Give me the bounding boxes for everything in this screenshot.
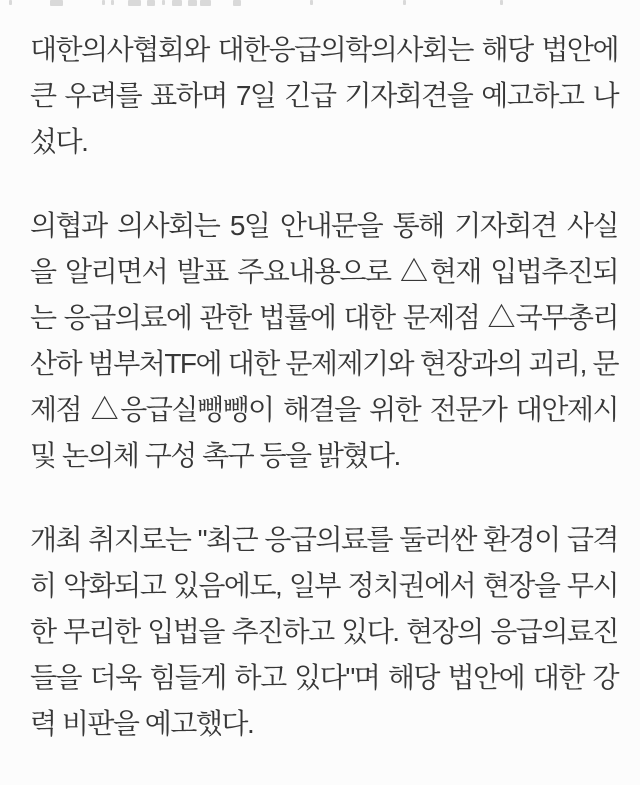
article-paragraph-2: 의협과 의사회는 5일 안내문을 통해 기자회견 사실을 알리면서 발표 주요내용으로 △현재 입법추진되는 응급의료에 관한 법률에 대한 문제점 △국무총리산하 범부처TF에 대한 문제제기와 현장과의 괴리, 문제점 △응급실뺑뺑이 해결을 위한 전문가 대안제시 및 논의체 구성 촉구 등을 밝혔다. [30,210,618,471]
article-text-block [30,0,618,785]
glyph-fragment [9,0,12,5]
article-paragraph-3: 개최 취지로는 "최근 응급의료를 둘러싼 환경이 급격히 악화되고 있음에도, 일부 정치권에서 현장을 무시한 무리한 입법을 추진하고 있다. 현장의 응급의료진들을 더욱 힘들게 하고 있다"며 해당 법안에 대한 강력 비판을 예고했다. [30,524,618,739]
article-paragraph-1: 대한의사협회와 대한응급의학의사회는 해당 법안에 큰 우려를 표하며 7일 긴급 기자회견을 예고하고 나섰다. [30,34,618,157]
